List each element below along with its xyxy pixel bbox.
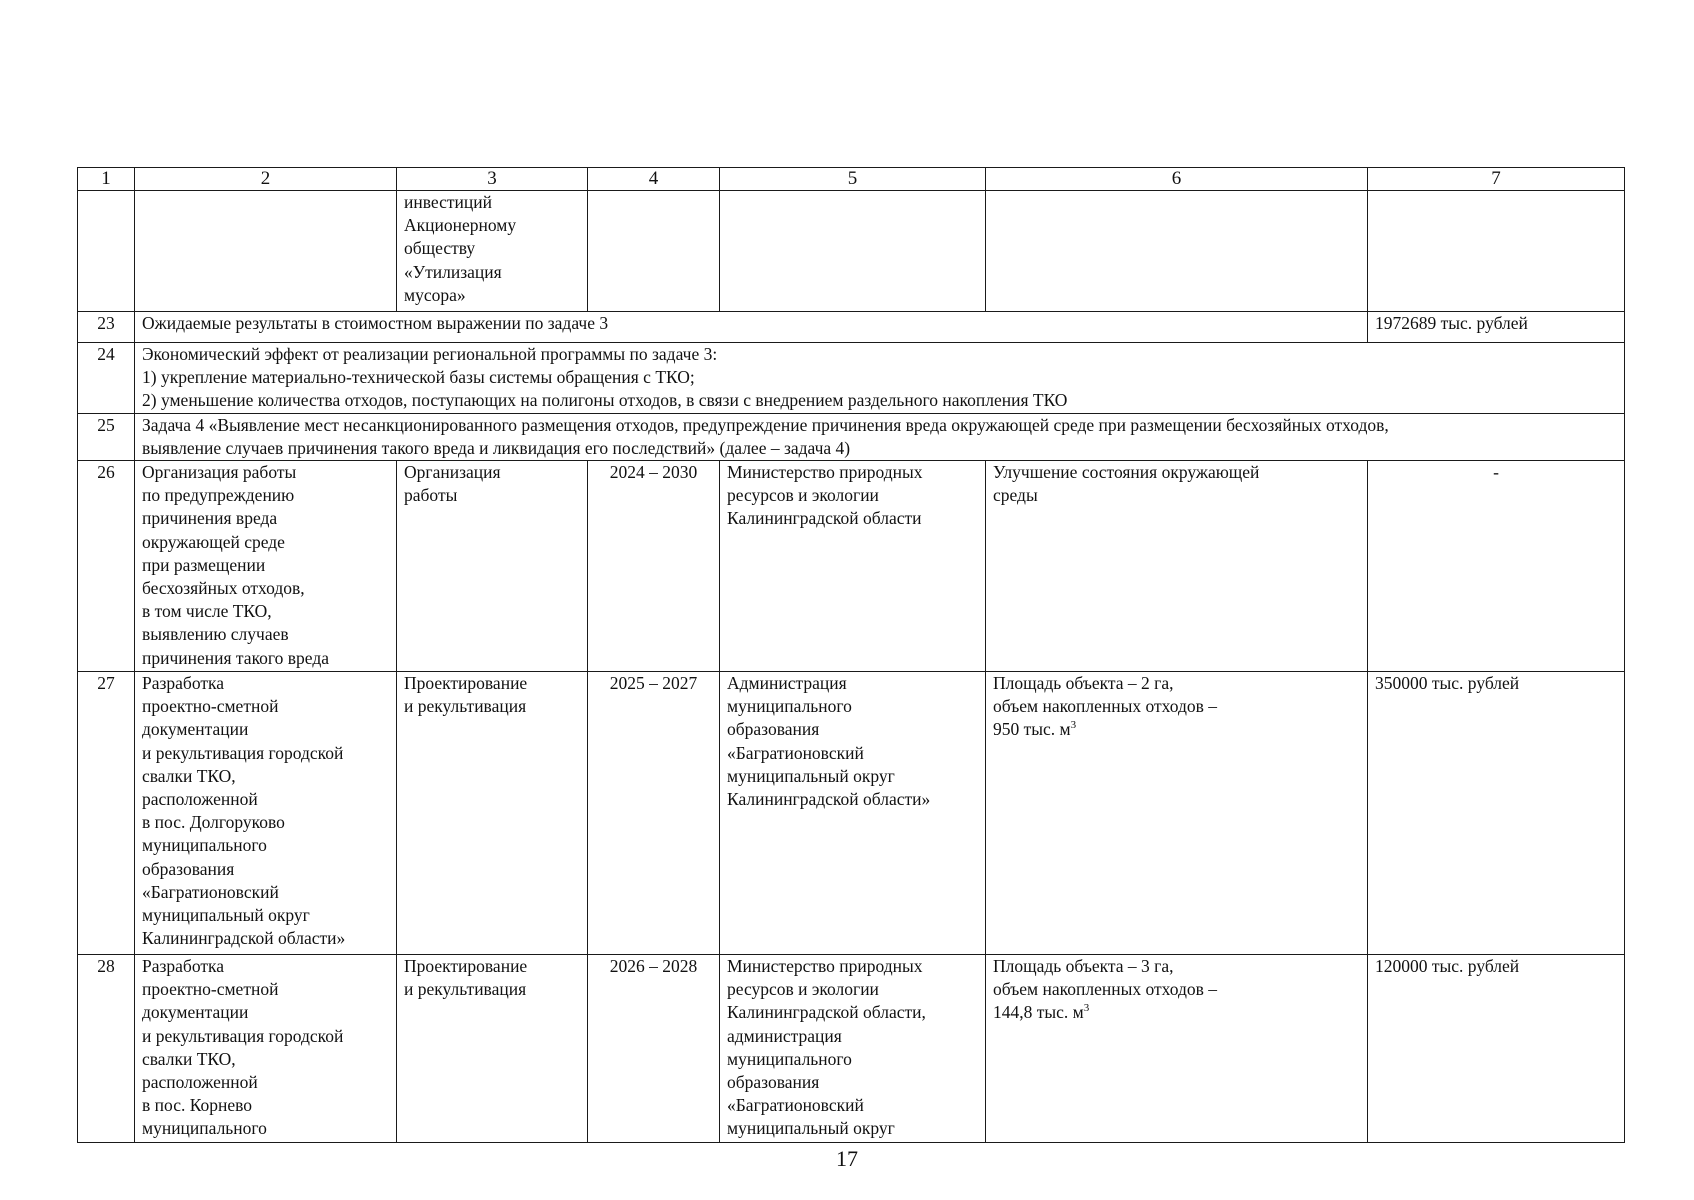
result-line: Площадь объекта – 2 га, [993, 673, 1174, 694]
cost-cell: 120000 тыс. рублей [1368, 955, 1625, 1143]
table-row-24 [78, 343, 1625, 414]
table-row-26 [78, 461, 1625, 672]
responsible-cell: Министерство природных ресурсов и экологии Калининградской области [720, 461, 986, 672]
task-line: Задача 4 «Выявление мест несанкционированного размещения отходов, предупреждение причинения вреда окружающей среде при размещении бесхозяйных отходов, [142, 414, 1389, 435]
row-number-cell: 24 [78, 343, 135, 414]
expected-results-cell: Ожидаемые результаты в стоимостном выражении по задаче 3 [135, 312, 1368, 343]
document-table [77, 167, 1625, 1143]
superscript: 3 [1083, 1002, 1090, 1015]
volume-text: 144,8 тыс. м [993, 1002, 1084, 1023]
cost-cell: - [1368, 461, 1625, 672]
header-cell: 4 [588, 168, 720, 191]
task-4-cell [135, 413, 1625, 460]
event-type-cell: Проектирование и рекультивация [397, 955, 588, 1143]
result-cell [986, 191, 1368, 312]
event-name-cell [135, 191, 397, 312]
event-name-cell: Разработка проектно-сметной документации и рекультивация городской свалки ТКО, расположенной в пос. Корнево муниципального [135, 955, 397, 1143]
event-name-cell: Организация работы по предупреждению причинения вреда окружающей среде при размещении бесхозяйных отходов, в том числе ТКО, выявлению случаев причинения такого вреда [135, 461, 397, 672]
result-cell [986, 955, 1368, 1143]
superscript: 3 [1070, 719, 1077, 732]
effect-line: 1) укрепление материально-технической базы системы обращения с ТКО; [142, 367, 695, 388]
result-line: Площадь объекта – 3 га, [993, 956, 1174, 977]
period-cell: 2026 – 2028 [588, 955, 720, 1143]
header-cell: 6 [986, 168, 1368, 191]
cost-cell: 350000 тыс. рублей [1368, 672, 1625, 955]
table-row-27 [78, 672, 1625, 955]
result-cell: Улучшение состояния окружающей среды [986, 461, 1368, 672]
header-cell: 1 [78, 168, 135, 191]
page-number: 17 [836, 1146, 858, 1171]
table-row-23 [78, 312, 1625, 343]
cost-cell [1368, 191, 1625, 312]
volume-text: 950 тыс. м [993, 719, 1071, 740]
period-cell: 2025 – 2027 [588, 672, 720, 955]
row-number-cell: 23 [78, 312, 135, 343]
result-line: объем накопленных отходов – [993, 696, 1217, 717]
row-number-cell: 26 [78, 461, 135, 672]
row-number-cell: 28 [78, 955, 135, 1143]
event-type-cell: инвестиций Акционерному обществу «Утилизация мусора» [397, 191, 588, 312]
period-cell: 2024 – 2030 [588, 461, 720, 672]
economic-effect-cell [135, 343, 1625, 414]
row-number-cell: 27 [78, 672, 135, 955]
period-cell [588, 191, 720, 312]
event-name-cell: Разработка проектно-сметной документации и рекультивация городской свалки ТКО, расположенной в пос. Долгоруково муниципального образования «Багратионовский муниципальный округ Калининградской области» [135, 672, 397, 955]
header-cell: 3 [397, 168, 588, 191]
cost-cell: 1972689 тыс. рублей [1368, 312, 1625, 343]
table-row-25 [78, 413, 1625, 460]
result-line [993, 718, 1360, 741]
result-line: объем накопленных отходов – [993, 979, 1217, 1000]
row-number-cell [78, 191, 135, 312]
header-cell: 5 [720, 168, 986, 191]
event-type-cell: Проектирование и рекультивация [397, 672, 588, 955]
header-cell: 2 [135, 168, 397, 191]
row-number-cell: 25 [78, 413, 135, 460]
table-row-28 [78, 955, 1625, 1143]
responsible-cell: Министерство природных ресурсов и экологии Калининградской области, администрация муниципального образования «Багратионовский муниципальный округ [720, 955, 986, 1143]
column-number-header [78, 168, 1625, 191]
header-cell: 7 [1368, 168, 1625, 191]
table-row-continuation [78, 191, 1625, 312]
task-line: выявление случаев причинения такого вреда и ликвидация его последствий» (далее – задача 4) [142, 437, 851, 458]
result-line [993, 1001, 1360, 1024]
effect-line: Экономический эффект от реализации региональной программы по задаче 3: [142, 344, 718, 364]
event-type-cell: Организация работы [397, 461, 588, 672]
responsible-cell: Администрация муниципального образования «Багратионовский муниципальный округ Калининградской области» [720, 672, 986, 955]
result-cell [986, 672, 1368, 955]
effect-line: 2) уменьшение количества отходов, поступающих на полигоны отходов, в связи с внедрением раздельного накопления ТКО [142, 390, 1068, 411]
responsible-cell [720, 191, 986, 312]
